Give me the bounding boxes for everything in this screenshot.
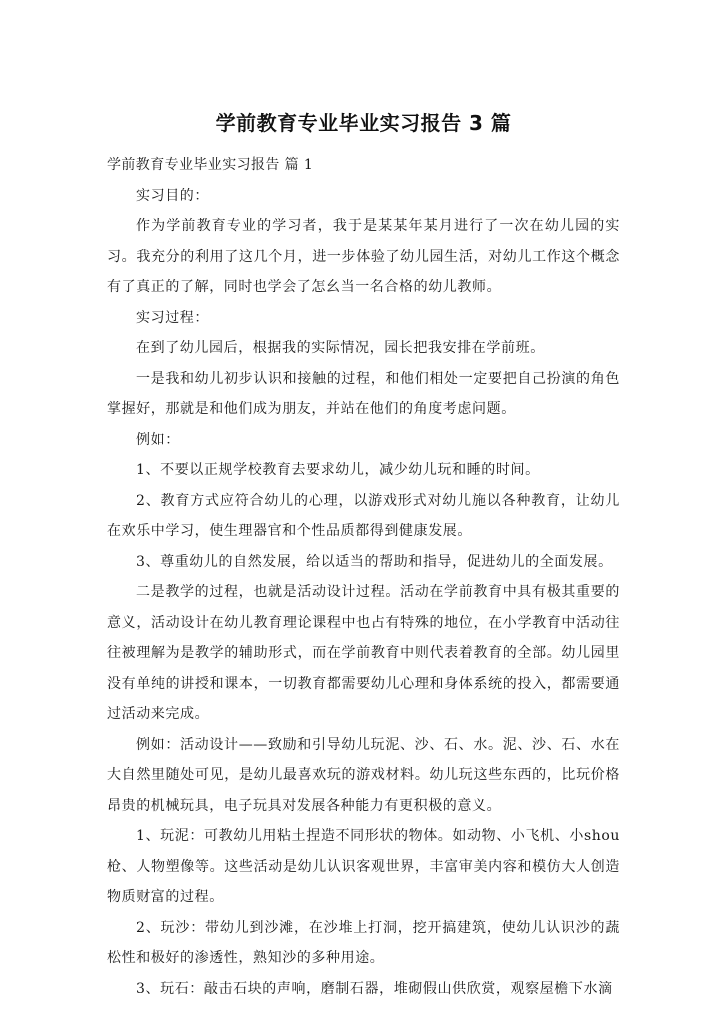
paragraph-second-stage: 二是教学的过程，也就是活动设计过程。活动在学前教育中具有极其重要的意义，活动设计在幼儿教育理论课程中也占有特殊的地位，在小学教育中活动往往被理解为是教学的辅助形式，而在学前教育中则代表着教育的全部。幼儿园里没有单纯的讲授和课本，一切教育都需要幼儿心理和身体系统的投入，都需要通过活动来完成。 (107, 584, 620, 722)
section-subtitle: 学前教育专业毕业实习报告 篇 1 (107, 157, 314, 173)
paragraph-activity-example: 例如：活动设计——致励和引导幼儿玩泥、沙、石、水。泥、沙、石、水在大自然里随处可见，是幼儿最喜欢玩的游戏材料。幼儿玩这些东西的，比玩价格昂贵的机械玩具，电子玩具对发展各种能力有更积极的意义。 (107, 736, 620, 814)
paragraph-play-stone: 3、玩石：敲击石块的声响，磨制石器，堆砌假山供欣赏，观察屋檐下水滴 (136, 980, 613, 997)
paragraph-objective-heading: 实习目的： (136, 187, 209, 204)
paragraph-play-sand: 2、玩沙：带幼儿到沙滩，在沙堆上打洞，挖开搞建筑，使幼儿认识沙的蔬松性和极好的渗透性，熟知沙的多种用途。 (107, 919, 620, 966)
paragraph-first-stage: 一是我和幼儿初步认识和接触的过程，和他们相处一定要把自己扮演的角色掌握好，那就是和他们成为朋友，并站在他们的角度考虑问题。 (107, 370, 620, 417)
paragraph-example-label: 例如： (136, 431, 180, 448)
paragraph-arrival: 在到了幼儿园后，根据我的实际情况，园长把我安排在学前班。 (136, 340, 545, 356)
paragraph-objective: 作为学前教育专业的学习者，我于是某某年某月进行了一次在幼儿园的实习。我充分的利用了这几个月，进一步体验了幼儿园生活，对幼儿工作这个概念有了真正的了解，同时也学会了怎幺当一名合格的幼儿教师。 (107, 218, 620, 295)
document-title: 学前教育专业毕业实习报告 3 篇 (215, 111, 512, 135)
paragraph-play-mud: 1、玩泥：可教幼儿用粘土捏造不同形状的物体。如动物、小飞机、小shou 枪、人物塑像等。这些活动是幼儿认识客观世界，丰富审美内容和模仿大人创造物质财富的过程。 (107, 828, 620, 905)
paragraph-point-1: 1、不要以正规学校教育去要求幼儿，减少幼儿玩和睡的时间。 (136, 462, 540, 478)
paragraph-process-heading: 实习过程： (136, 309, 209, 326)
paragraph-point-2: 2、教育方式应符合幼儿的心理，以游戏形式对幼儿施以各种教育，让幼儿在欢乐中学习，使生理器官和个性品质都得到健康发展。 (107, 492, 620, 539)
paragraph-point-3: 3、尊重幼儿的自然发展，给以适当的帮助和指导，促进幼儿的全面发展。 (136, 553, 613, 570)
